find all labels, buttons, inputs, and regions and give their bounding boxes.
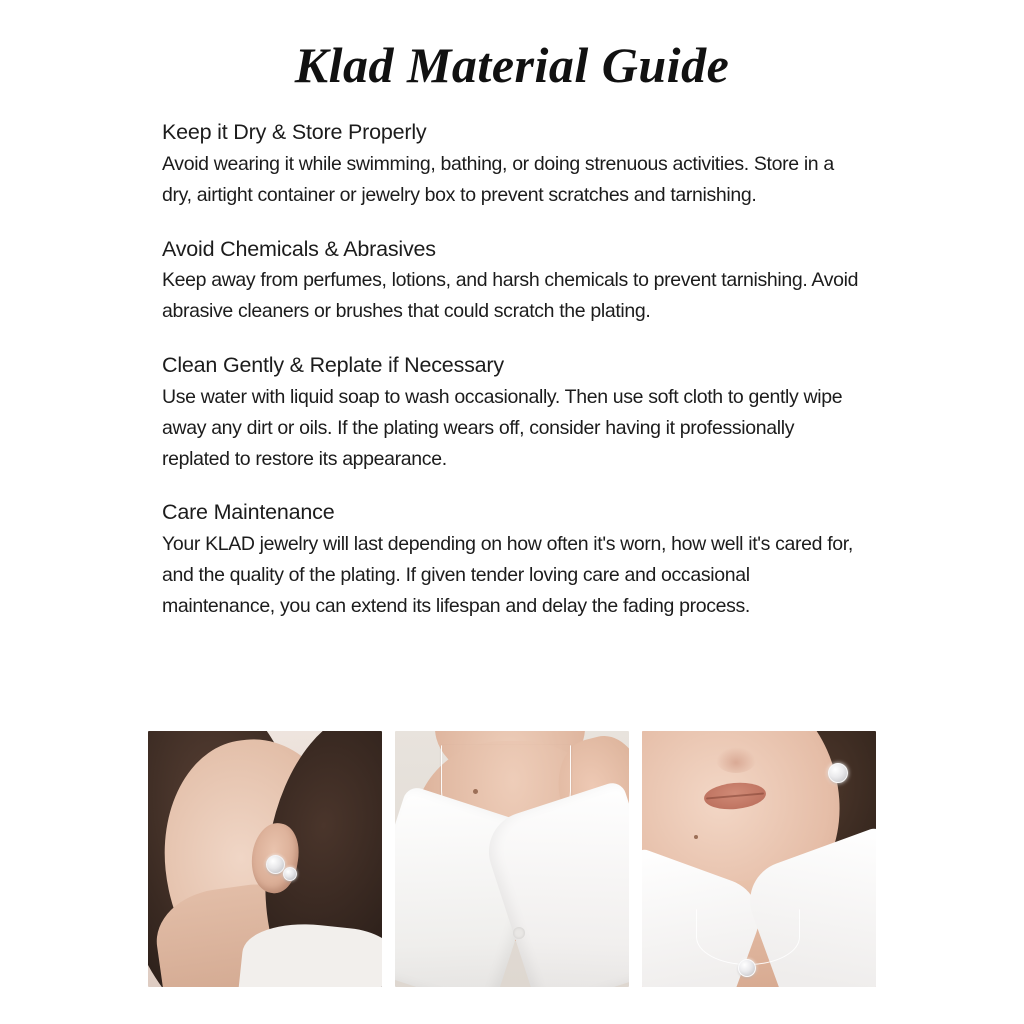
skin-mark [694, 835, 698, 839]
page-title: Klad Material Guide [294, 37, 730, 93]
gallery-photo-portrait [642, 731, 876, 987]
product-photo-gallery [148, 731, 876, 987]
section-care-maintenance [162, 499, 862, 621]
section-heading: Keep it Dry & Store Properly [162, 120, 427, 144]
nose-shape [716, 747, 756, 773]
section-body: Keep away from perfumes, lotions, and harsh chemicals to prevent tarnishing. Avoid abrasive cleaners or brushes that could scratch the plating. [162, 269, 859, 323]
stud-earring-large-icon [266, 855, 285, 874]
section-body: Your KLAD jewelry will last depending on how often it's worn, how well it's cared for, and the quality of the plating. If given tender loving care and occasional maintenance, you can extend its lifespan and delay the fading process. [162, 533, 853, 617]
section-heading: Care Maintenance [162, 500, 335, 525]
section-heading: Avoid Chemicals & Abrasives [162, 236, 436, 261]
section-body: Avoid wearing it while swimming, bathing, or doing strenuous activities. Store in a dry, airtight container or jewelry box to prevent scratches and tarnishing. [162, 152, 834, 206]
necklace-pendant-icon [738, 959, 756, 977]
gallery-photo-earrings [148, 731, 382, 987]
shirt-button [513, 927, 525, 939]
necklace-chain-icon [696, 909, 800, 965]
section-body: Use water with liquid soap to wash occasionally. Then use soft cloth to gently wipe away any dirt or oils. If the plating wears off, consider having it professionally replated to restore its appearance. [162, 386, 843, 470]
stud-earring-icon [828, 763, 848, 783]
section-avoid-chemicals [162, 236, 862, 328]
guide-sections [162, 93, 862, 622]
section-clean-gently [162, 352, 862, 474]
section-heading: Clean Gently & Replate if Necessary [162, 353, 504, 378]
stud-earring-small-icon [283, 867, 297, 881]
gallery-photo-necklace [395, 731, 629, 987]
section-keep-it-dry [162, 119, 862, 211]
